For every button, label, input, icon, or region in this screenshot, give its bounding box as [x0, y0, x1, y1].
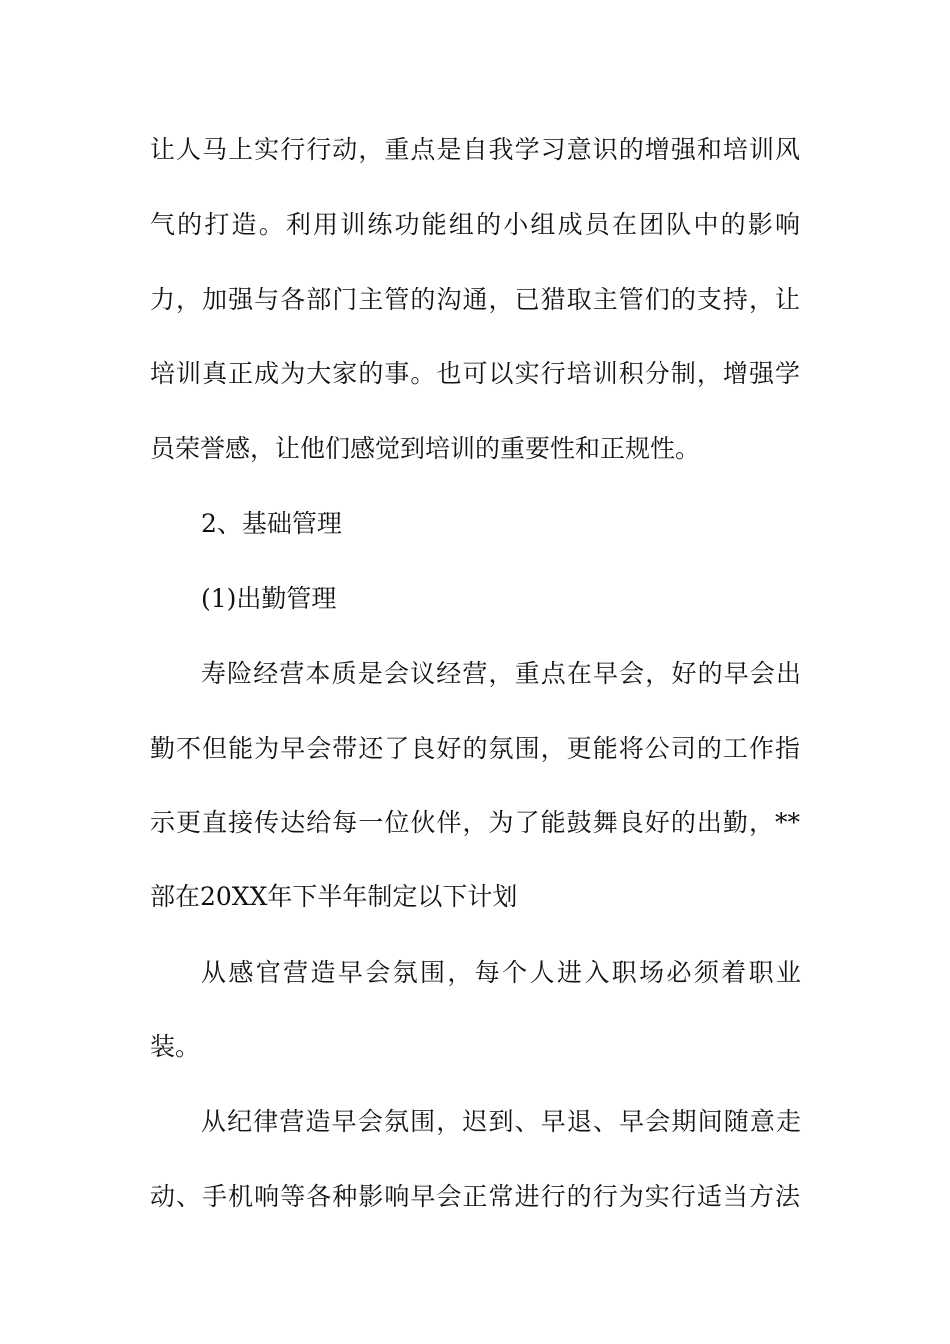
paragraph-line: 勤不但能为早会带还了良好的氛围，更能将公司的工作指 — [150, 734, 800, 763]
paragraph-line: 部在20XX年下半年制定以下计划 — [150, 882, 518, 911]
paragraph-line: 从纪律营造早会氛围，迟到、早退、早会期间随意走 — [201, 1107, 801, 1136]
paragraph-line: 让人马上实行行动，重点是自我学习意识的增强和培训风 — [150, 135, 800, 164]
paragraph-line: 力，加强与各部门主管的沟通，已猎取主管们的支持，让 — [150, 285, 800, 314]
paragraph-line: 员荣誉感，让他们感觉到培训的重要性和正规性。 — [150, 434, 701, 463]
paragraph-line: 装。 — [150, 1032, 201, 1061]
section-heading: 2、基础管理 — [201, 509, 342, 538]
paragraph-line: 培训真正成为大家的事。也可以实行培训积分制，增强学 — [150, 359, 800, 388]
paragraph-line: 示更直接传达给每一位伙伴，为了能鼓舞良好的出勤，** — [150, 808, 800, 837]
paragraph-line: 寿险经营本质是会议经营，重点在早会，好的早会出 — [201, 659, 801, 688]
paragraph-line: 动、手机响等各种影响早会正常进行的行为实行适当方法 — [150, 1182, 800, 1211]
paragraph-line: 从感官营造早会氛围，每个人进入职场必须着职业 — [201, 958, 801, 987]
paragraph-line: 气的打造。利用训练功能组的小组成员在团队中的影响 — [150, 210, 800, 239]
subsection-heading: (1)出勤管理 — [201, 584, 337, 613]
